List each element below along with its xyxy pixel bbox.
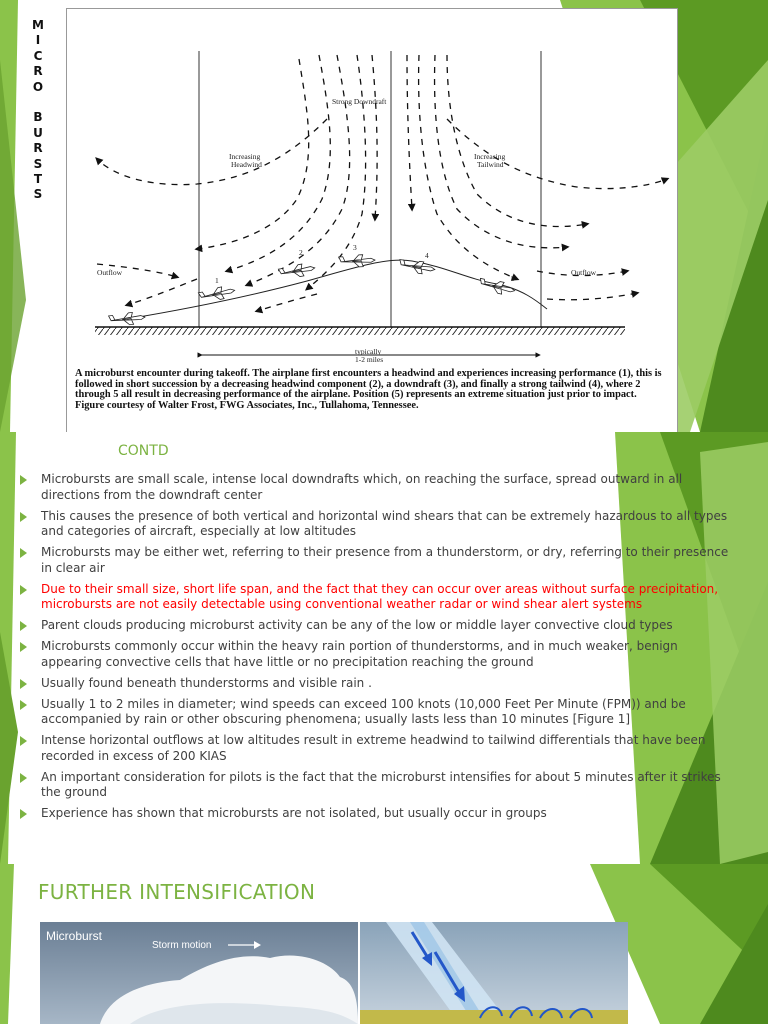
- bullet-arrow-icon: [20, 736, 27, 746]
- label-increasing-headwind-1: Increasing: [229, 152, 261, 161]
- wind-flow-arrow: [547, 293, 637, 300]
- slide-title: FURTHER INTENSIFICATION: [38, 880, 316, 904]
- label-outflow-left: Outflow: [97, 268, 122, 277]
- position-label-2: 2: [299, 248, 303, 257]
- bullet-arrow-icon: [20, 773, 27, 783]
- bullet-text: An important consideration for pilots is the fact that the microburst intensifies for about 5 minutes after it strikes the ground: [41, 769, 721, 799]
- bullet-text: Usually 1 to 2 miles in diameter; wind speeds can exceed 100 knots (10,000 Feet Per Minute (FPM)) and be accompanied by rain or other obscuring phenomena; usually lasts less than 10 minutes [Figure 1]: [41, 696, 686, 726]
- vertical-title-letter: T: [33, 171, 43, 186]
- vertical-title-letter: C: [33, 48, 43, 63]
- bullet-arrow-icon: [20, 621, 27, 631]
- photo-label-microburst: Microburst: [46, 929, 103, 943]
- wind-flow-arrow: [372, 55, 377, 219]
- bullet-text: Microbursts may be either wet, referring to their presence from a thunderstorm, or dry, referring to their presence in clear air: [41, 545, 729, 575]
- bullet-text: Intense horizontal outflows at low altitudes result in extreme headwind to tailwind differentials that have been recorded in excess of 200 KIAS: [41, 733, 706, 763]
- bullet-list: [20, 472, 735, 827]
- vertical-title: [30, 18, 46, 203]
- aircraft-icon: [198, 284, 236, 303]
- vertical-title-letter: [30, 95, 46, 110]
- wind-flow-arrow: [407, 55, 412, 209]
- ground-hatch: [95, 327, 625, 335]
- label-increasing-tailwind-2: Tailwind: [477, 160, 504, 169]
- bullet-arrow-icon: [20, 642, 27, 652]
- bullet-text: Parent clouds producing microburst activity can be any of the low or middle layer convective cloud types: [41, 618, 673, 632]
- bullet-item: [20, 697, 735, 728]
- label-strong-downdraft: Strong Downdraft: [332, 97, 387, 106]
- photo-label-storm-motion: Storm motion: [152, 940, 212, 951]
- vertical-title-letter: R: [33, 64, 43, 79]
- vertical-title-letter: I: [35, 33, 41, 48]
- bullet-text: Microbursts are small scale, intense local downdrafts which, on reaching the surface, spread outward in all directions from the downdraft center: [41, 472, 683, 502]
- bullet-item: [20, 806, 735, 822]
- bullet-item: [20, 618, 735, 634]
- microburst-diagram: [66, 8, 678, 432]
- microburst-photo-drawing: [40, 922, 628, 1024]
- slide-microbursts-figure: [0, 0, 768, 432]
- bullet-text: Microbursts commonly occur within the heavy rain portion of thunderstorms, and in much weaker, benign appearing convective cells that have little or no precipitation reaching the ground: [41, 639, 678, 669]
- flight-path: [127, 260, 547, 319]
- position-label-1: 1: [215, 276, 219, 285]
- wind-flow-arrow: [127, 279, 197, 305]
- label-increasing-tailwind-1: Increasing: [474, 152, 506, 161]
- slide-contd: [0, 432, 768, 864]
- bullet-text: Usually found beneath thunderstorms and visible rain .: [41, 675, 372, 690]
- slide-heading: CONTD: [118, 443, 169, 459]
- vertical-title-letter: S: [33, 156, 43, 171]
- bullet-item: [20, 733, 735, 764]
- aircraft-icon: [278, 262, 316, 280]
- aircraft-icon: [339, 254, 376, 268]
- bullet-arrow-icon: [20, 679, 27, 689]
- label-typically: typically: [355, 347, 382, 356]
- bullet-arrow-icon: [20, 475, 27, 485]
- position-label-5: 5: [511, 274, 515, 283]
- aircraft-icon: [398, 259, 435, 276]
- figure-caption: A microburst encounter during takeoff. The airplane first encounters a headwind and experiences increasing performance (1), this is followed in short succession by a decreasing headwind component (2), a downdraft (3), and finally a strong tailwind (4), where 2 through 5 all result in decreasing performance of the airplane. Position (5) represents an extreme situation just prior to impact. Figure courtesy of Walter Frost, FWG Associates, Inc., Tullahoma, Tennessee.: [75, 368, 662, 411]
- bullet-text: Due to their small size, short life span, and the fact that they can occur over areas without surface precipitation, microbursts are not easily detectable using conventional weather radar or wind shear alert systems: [41, 581, 719, 611]
- bullet-item: [20, 545, 735, 576]
- aircraft-icon: [108, 311, 145, 327]
- wind-flow-arrow: [307, 55, 366, 289]
- bullet-text: Experience has shown that microbursts are not isolated, but usually occur in groups: [41, 806, 547, 820]
- bullet-arrow-icon: [20, 700, 27, 710]
- position-label-4: 4: [425, 251, 429, 260]
- microburst-diagram-drawing: [67, 9, 677, 369]
- bullet-item: [20, 639, 735, 670]
- vertical-title-letter: R: [33, 141, 43, 156]
- bullet-item: [20, 676, 735, 692]
- wind-flow-arrow: [97, 119, 327, 185]
- position-label-3: 3: [353, 243, 357, 252]
- bullet-arrow-icon: [20, 809, 27, 819]
- bullet-text: This causes the presence of both vertical and horizontal wind shears that can be extremely hazardous to all types and categories of aircraft, especially at low altitudes: [41, 508, 728, 538]
- bullet-arrow-icon: [20, 585, 27, 595]
- wind-flow-arrow: [257, 294, 317, 311]
- vertical-title-letter: O: [32, 79, 44, 94]
- bullet-item: [20, 582, 735, 613]
- slide-further-intensification: [0, 864, 768, 1024]
- vertical-title-letter: U: [33, 125, 43, 140]
- bullet-arrow-icon: [20, 512, 27, 522]
- bullet-arrow-icon: [20, 548, 27, 558]
- bullet-item: [20, 770, 735, 801]
- bullet-item: [20, 472, 735, 503]
- vertical-title-letter: M: [32, 18, 44, 32]
- microburst-photo: [40, 922, 628, 1024]
- wind-flow-arrow: [447, 55, 587, 226]
- vertical-title-letter: S: [33, 187, 43, 202]
- label-distance: 1-2 miles: [355, 355, 384, 364]
- label-outflow-right: Outflow: [571, 268, 596, 277]
- bullet-item: [20, 509, 735, 540]
- label-increasing-headwind-2: Headwind: [231, 160, 262, 169]
- vertical-title-letter: B: [33, 110, 43, 125]
